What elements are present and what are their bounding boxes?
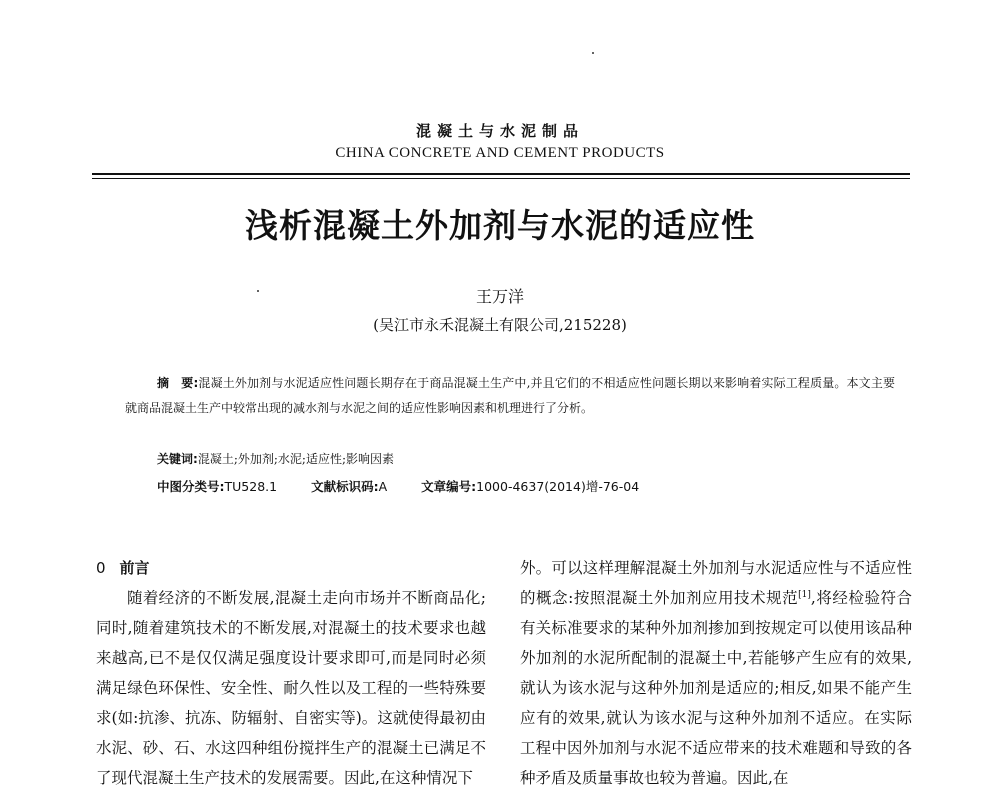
- author-affiliation: (吴江市永禾混凝土有限公司,215228): [373, 316, 627, 334]
- doc-code-label: 文献标识码:: [311, 479, 379, 494]
- journal-name-english: CHINA CONCRETE AND CEMENT PRODUCTS: [335, 145, 665, 161]
- article-title: 浅析混凝土外加剂与水泥的适应性: [245, 206, 755, 245]
- keywords-label: 关键词:: [157, 452, 198, 466]
- abstract: [125, 371, 895, 421]
- section-number: 0: [96, 559, 106, 577]
- body-paragraph: 随着经济的不断发展,混凝土走向市场并不断商品化;同时,随着建筑技术的不断发展,对混凝土的技术要求也越来越高,已不是仅仅满足强度设计要求即可,而是同时必须满足绿色环保性、安全性、耐久性以及工程的一些特殊要求(如:抗渗、抗冻、防辐射、自密实等)。这就使得最初由水泥、砂、石、水这四种组份搅拌生产的混凝土已满足不了现代混凝土生产技术的发展需要。因此,在这种情况下: [96, 589, 486, 787]
- scan-speck: [592, 52, 594, 54]
- article-number-label: 文章编号:: [421, 479, 477, 494]
- keywords: [157, 450, 394, 467]
- reference-marker[interactable]: [1]: [798, 589, 811, 600]
- journal-name-chinese: 混凝土与水泥制品: [415, 122, 584, 140]
- doc-code-value: A: [378, 479, 388, 494]
- header-rule-thick: [92, 173, 910, 175]
- body-column-right: [520, 553, 912, 793]
- body-text-a: 外。可以这样理解混凝土外加剂与水泥适应性与不适应性的概念:按照混凝土外加剂应用技术规范: [520, 559, 912, 607]
- clc-value: TU528.1: [224, 479, 278, 494]
- header-rule-thin: [92, 178, 910, 179]
- keywords-text: 混凝土;外加剂;水泥;适应性;影响因素: [197, 452, 394, 466]
- abstract-label: 摘 要:: [157, 376, 199, 390]
- clc-label: 中图分类号:: [157, 479, 225, 494]
- article-number-value: 1000-4637(2014)增-76-04: [476, 479, 640, 494]
- author-name: 王万洋: [475, 287, 524, 306]
- body-paragraph-continued: [520, 553, 912, 793]
- section-title: 前言: [119, 559, 150, 577]
- body-text-b: ,将经检验符合有关标准要求的某种外加剂掺加到按规定可以使用该品种外加剂的水泥所配制的混凝土中,若能够产生应有的效果,就认为该水泥与这种外加剂是适应的;相反,如果不能产生应有的效果,就认为该水泥与这种外加剂不适应。在实际工程中因外加剂与水泥不适应带来的技术难题和导致的各种矛盾及质量事故也较为普遍。因此,在: [520, 589, 912, 787]
- abstract-text: 混凝土外加剂与水泥适应性问题长期存在于商品混凝土生产中,并且它们的不相适应性问题长期以来影响着实际工程质量。本文主要就商品混凝土生产中较常出现的减水剂与水泥之间的适应性影响因素和机理进行了分析。: [125, 376, 895, 415]
- body-column-left: [96, 553, 486, 793]
- classification-line: [157, 477, 639, 495]
- section-heading: [96, 553, 486, 583]
